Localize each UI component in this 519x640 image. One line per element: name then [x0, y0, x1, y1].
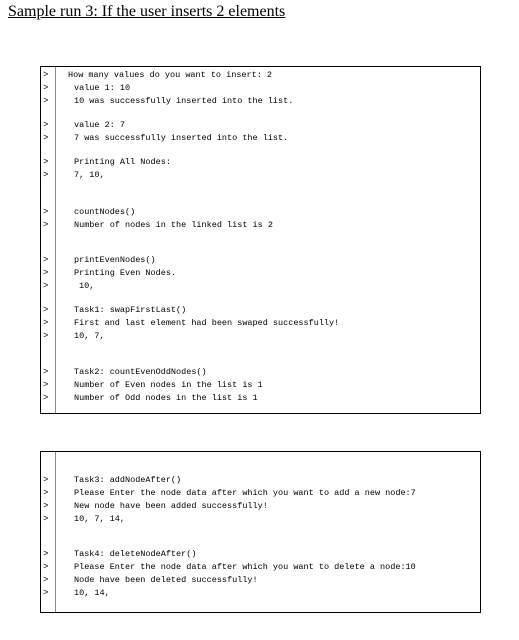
- console-line-text: Number of Even nodes in the list is 1: [74, 380, 263, 390]
- console-line-text: 7, 10,: [74, 170, 105, 180]
- prompt-marker: >: [43, 96, 49, 106]
- prompt-marker: >: [43, 549, 49, 559]
- console-line-text: Task2: countEvenOddNodes(): [74, 367, 207, 377]
- console-line-text: value 1: 10: [74, 83, 131, 93]
- console-line-text: 10, 14,: [74, 588, 110, 598]
- console-line: [41, 219, 480, 231]
- console-line: [41, 561, 480, 573]
- console-line: [41, 280, 480, 292]
- console-line-text: Please Enter the node data after which you want to add a new node:7: [74, 488, 416, 498]
- console-line: [41, 206, 480, 218]
- console-line-text: Task3: addNodeAfter(): [74, 475, 182, 485]
- console-line: [41, 513, 480, 525]
- console-line-text: Task4: deleteNodeAfter(): [74, 549, 197, 559]
- page-heading: Sample run 3: If the user inserts 2 elements: [8, 3, 286, 20]
- prompt-marker: >: [43, 220, 49, 230]
- prompt-marker: >: [43, 133, 49, 143]
- prompt-marker: >: [43, 393, 49, 403]
- console-line: [41, 254, 480, 266]
- console-line: [41, 82, 480, 94]
- console-line: [41, 574, 480, 586]
- prompt-marker: >: [43, 281, 49, 291]
- console-line: [41, 169, 480, 181]
- prompt-marker: >: [43, 305, 49, 315]
- console-line-text: Task1: swapFirstLast(): [74, 305, 187, 315]
- console-line: [41, 69, 480, 81]
- prompt-marker: >: [43, 514, 49, 524]
- prompt-marker: >: [43, 501, 49, 511]
- console-line: [41, 132, 480, 144]
- console-line: [41, 487, 480, 499]
- console-output-panel: [40, 66, 481, 414]
- console-line-text: How many values do you want to insert: 2: [68, 70, 273, 80]
- prompt-marker: >: [43, 575, 49, 585]
- console-line-text: First and last element had been swaped successfully!: [74, 318, 340, 328]
- prompt-marker: >: [43, 120, 49, 130]
- console-line-text: Printing Even Nodes.: [74, 268, 177, 278]
- console-line-text: countNodes(): [74, 207, 136, 217]
- console-line-text: Number of nodes in the linked list is 2: [74, 220, 273, 230]
- console-line: [41, 267, 480, 279]
- prompt-marker: >: [43, 157, 49, 167]
- prompt-marker: >: [43, 331, 49, 341]
- console-line-text: Please Enter the node data after which you want to delete a node:10: [74, 562, 416, 572]
- console-line-text: New node have been added successfully!: [74, 501, 268, 511]
- console-line: [41, 330, 480, 342]
- prompt-marker: >: [43, 475, 49, 485]
- console-line-text: 10, 7,: [74, 331, 105, 341]
- console-line: [41, 156, 480, 168]
- prompt-marker: >: [43, 255, 49, 265]
- console-line: [41, 304, 480, 316]
- prompt-marker: >: [43, 70, 49, 80]
- console-line-text: Number of Odd nodes in the list is 1: [74, 393, 258, 403]
- console-line: [41, 474, 480, 486]
- prompt-marker: >: [43, 588, 49, 598]
- console-line-text: Printing All Nodes:: [74, 157, 171, 167]
- console-line: [41, 548, 480, 560]
- prompt-marker: >: [43, 380, 49, 390]
- console-line-text: 10,: [79, 281, 95, 291]
- console-line: [41, 379, 480, 391]
- console-line-text: 10, 7, 14,: [74, 514, 126, 524]
- console-line-text: 7 was successfully inserted into the list.: [74, 133, 289, 143]
- prompt-marker: >: [43, 318, 49, 328]
- prompt-marker: >: [43, 488, 49, 498]
- console-output-panel: [40, 451, 481, 613]
- console-line-text: Node have been deleted successfully!: [74, 575, 258, 585]
- console-line-text: 10 was successfully inserted into the list.: [74, 96, 294, 106]
- console-line: [41, 392, 480, 404]
- prompt-marker: >: [43, 562, 49, 572]
- prompt-marker: >: [43, 207, 49, 217]
- prompt-marker: >: [43, 83, 49, 93]
- console-line: [41, 317, 480, 329]
- console-line-text: value 2: 7: [74, 120, 126, 130]
- console-line: [41, 119, 480, 131]
- console-line: [41, 500, 480, 512]
- console-line: [41, 587, 480, 599]
- console-line: [41, 95, 480, 107]
- prompt-marker: >: [43, 268, 49, 278]
- console-line-text: printEvenNodes(): [74, 255, 156, 265]
- prompt-marker: >: [43, 367, 49, 377]
- prompt-marker: >: [43, 170, 49, 180]
- console-line: [41, 366, 480, 378]
